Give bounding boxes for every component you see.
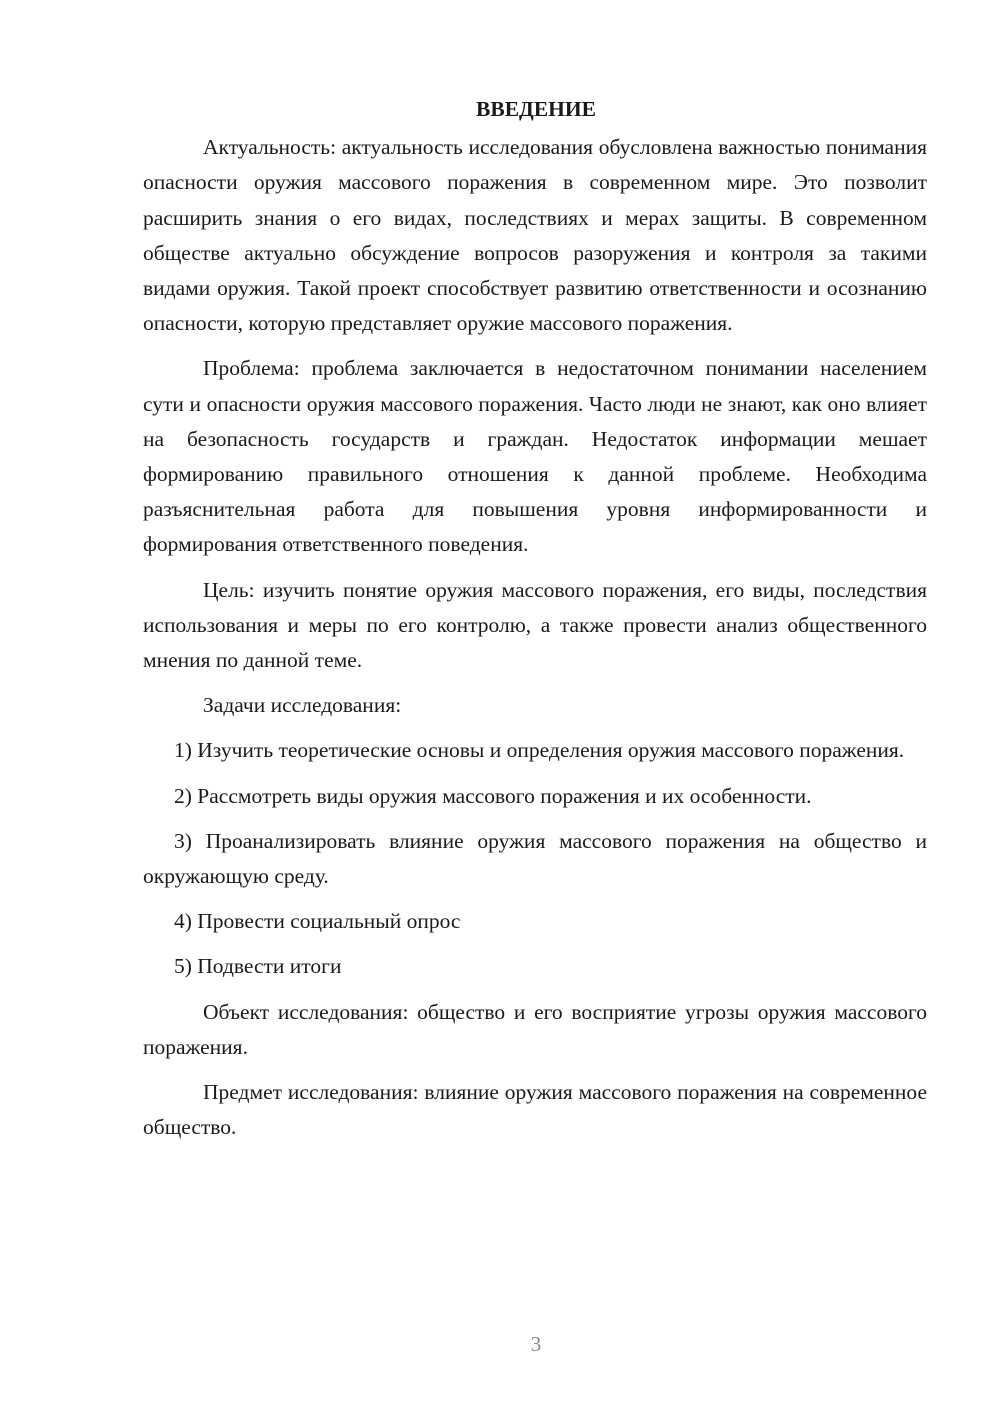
- paragraph-relevance: Актуальность: актуальность исследования обусловлена важностью понимания опасности оружия массового поражения в современном мире. Это позволит расширить знания о его видах, последствиях и мерах защиты. В современном обществе актуально обсуждение вопросов разоружения и контроля за такими видами оружия. Такой проект способствует развитию ответственности и осознанию опасности, которую представляет оружие массового поражения.: [143, 135, 927, 336]
- paragraph-tasks-heading: Задачи исследования:: [203, 693, 402, 718]
- page-number: 3: [530, 1332, 542, 1356]
- page-content: [143, 92, 927, 1155]
- task-item-2: 2) Рассмотреть виды оружия массового поражения и их особенности.: [174, 783, 812, 808]
- paragraph-object: Объект исследования: общество и его восприятие угрозы оружия массового поражения.: [143, 999, 927, 1059]
- task-item-1: 1) Изучить теоретические основы и определения оружия массового поражения.: [174, 738, 905, 763]
- paragraph-problem: Проблема: проблема заключается в недостаточном понимании населением сути и опасности оружия массового поражения. Часто люди не знают, как оно влияет на безопасность государств и граждан. Недостаток информации мешает формированию правильного отношения к данной проблеме. Необходима разъяснительная работа для повышения уровня информированности и формирования ответственного поведения.: [143, 356, 927, 557]
- task-item-4: 4) Провести социальный опрос: [174, 909, 461, 934]
- page-title: ВВЕДЕНИЕ: [476, 97, 596, 121]
- paragraph-subject: Предмет исследования: влияние оружия массового поражения на современное общество.: [143, 1080, 927, 1140]
- task-item-5: 5) Подвести итоги: [174, 954, 342, 979]
- paragraph-goal: Цель: изучить понятие оружия массового поражения, его виды, последствия использования и меры по его контролю, а также провести анализ общественного мнения по данной теме.: [143, 577, 927, 673]
- task-item-3: 3) Проанализировать влияние оружия массового поражения на общество и окружающую среду.: [143, 828, 927, 889]
